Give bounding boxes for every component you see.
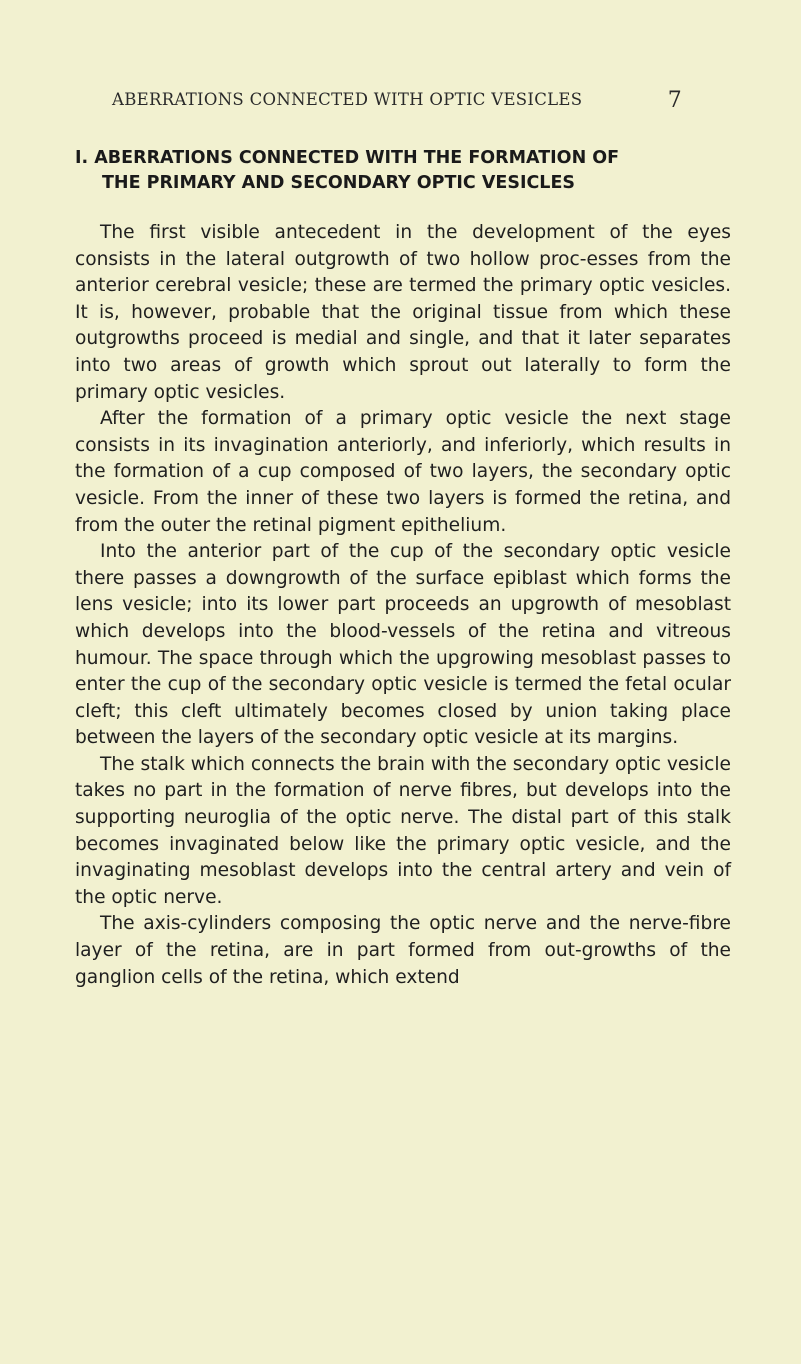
section-heading-line-1: I. ABERRATIONS CONNECTED WITH THE FORMATION OF	[75, 148, 620, 168]
running-head	[112, 88, 682, 113]
section-heading	[0, 146, 801, 196]
section-heading-line-2: THE PRIMARY AND SECONDARY OPTIC VESICLES	[102, 173, 576, 193]
paragraph-3: Into the anterior part of the cup of the secondary optic vesicle there passes a downgrowth of the surface epiblast which forms the lens vesicle; into its lower part proceeds an upgrowth of mesoblast which develops into the blood-vessels of the retina and vitreous humour. The space through which the upgrowing mesoblast passes to enter the cup of the secondary optic vesicle is termed the fetal ocular cleft; this cleft ultimately becomes closed by union taking place between the layers of the secondary optic vesicle at its margins.	[75, 541, 731, 749]
body-text	[75, 220, 731, 991]
paragraph-4: The stalk which connects the brain with the secondary optic vesicle takes no part in the formation of nerve fibres, but develops into the supporting neuroglia of the optic nerve. The distal part of this stalk becomes invaginated below like the primary optic vesicle, and the invaginating mesoblast develops into the central artery and vein of the optic nerve.	[75, 753, 731, 908]
running-head-title: ABERRATIONS CONNECTED WITH OPTIC VESICLES	[112, 90, 583, 109]
paragraph-2: After the formation of a primary optic vesicle the next stage consists in its invagination anteriorly, and inferiorly, which results in the formation of a cup composed of two layers, the secondary optic vesicle. From the inner of these two layers is formed the retina, and from the outer the retinal pigment epithelium.	[75, 408, 731, 536]
paragraph-1: The first visible antecedent in the development of the eyes consists in the lateral outgrowth of two hollow proc-esses from the anterior cerebral vesicle; these are termed the primary optic vesicles. It is, however, probable that the original tissue from which these outgrowths proceed is medial and single, and that it later separates into two areas of growth which sprout out laterally to form the primary optic vesicles.	[75, 222, 731, 403]
paragraph-5: The axis-cylinders composing the optic nerve and the nerve-fibre layer of the retina, are in part formed from out-growths of the ganglion cells of the retina, which extend	[75, 913, 731, 988]
page-number: 7	[667, 88, 682, 113]
